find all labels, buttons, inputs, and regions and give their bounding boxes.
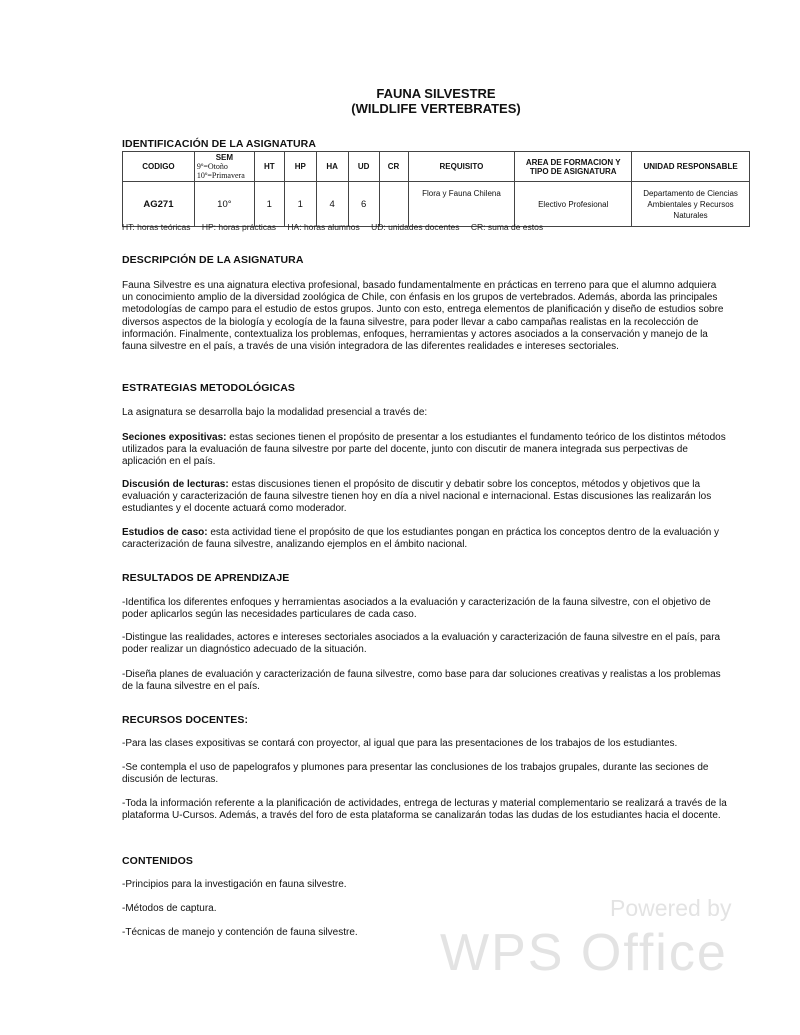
cell-area: Electivo Profesional — [515, 182, 632, 227]
estrategia-text: estas seciones tienen el propósito de presentar a los estudiantes el fundamento teórico de los distintos métodos utilizados para la evaluación de fauna silvestre por parte del docente, junto con discutir de manera integrada sus perpectivas de aplicación en el país. — [122, 432, 726, 468]
legend-ud: UD: unidades docentes — [371, 222, 460, 232]
estrategias-heading: ESTRATEGIAS METODOLÓGICAS — [122, 382, 296, 394]
header-hp: HP — [284, 152, 316, 182]
legend-ht: HT: horas teóricas — [122, 222, 191, 232]
asignatura-table — [122, 151, 750, 227]
header-area: AREA DE FORMACION Y TIPO DE ASIGNATURA — [515, 152, 632, 182]
resultado-item: -Diseña planes de evaluación y caracterización de fauna silvestre, como base para dar soluciones creativas y realistas a los problemas de la fauna silvestre en el país. — [122, 669, 721, 693]
cell-ht: 1 — [254, 182, 284, 227]
table-header-row — [123, 152, 750, 182]
header-ha: HA — [316, 152, 348, 182]
header-ud: UD — [348, 152, 379, 182]
header-cr: CR — [379, 152, 408, 182]
estrategia-item — [122, 479, 728, 516]
cell-requisito: Flora y Fauna Chilena — [408, 182, 515, 227]
header-sem-line2: 10º=Primavera — [196, 171, 245, 180]
cell-ud: 6 — [348, 182, 379, 227]
header-codigo: CODIGO — [123, 152, 195, 182]
header-sem-label: SEM — [215, 153, 234, 162]
header-ht: HT — [254, 152, 284, 182]
resultados-heading: RESULTADOS DE APRENDIZAJE — [122, 572, 290, 584]
cell-unidad: Departamento de Ciencias Ambientales y Recursos Naturales — [632, 182, 750, 227]
legend-ha: HA: horas alumnos — [287, 222, 360, 232]
legend-cr: CR: suma de estos — [470, 222, 544, 232]
resultado-item: -Identifica los diferentes enfoques y herramientas asociados a la evaluación y caracterización de la fauna silvestre, con el objetivo de poder aplicarlos según las necesidades particulares de cada caso. — [122, 597, 711, 621]
recurso-item: -Para las clases expositivas se contará con proyector, al igual que para las presentaciones de los trabajos de los estudiantes. — [122, 738, 678, 749]
identificacion-heading: IDENTIFICACIÓN DE LA ASIGNATURA — [122, 138, 317, 150]
contenido-item: -Métodos de captura. — [122, 903, 217, 914]
legend-hp: HP: horas prácticas — [201, 222, 277, 232]
contenidos-heading: CONTENIDOS — [122, 855, 194, 867]
table-legend — [122, 222, 552, 232]
recursos-heading: RECURSOS DOCENTES: — [122, 714, 249, 726]
header-unidad: UNIDAD RESPONSABLE — [632, 152, 750, 182]
title-line-2: (WILDLIFE VERTEBRATES) — [351, 101, 521, 116]
descripcion-text: Fauna Silvestre es una aignatura electiva profesional, basado fundamentalmente en prácticas en terreno para que el alumno adquiera un conocimiento amplio de la diversidad zoológica de Chile, con énfasis en los grupos de vertebrados. Además, aborda las principales metodologías de campo para el estudio de estos grupos. Junto con esto, entrega elementos de planificación y diseño de estudios sobre diversos aspectos de la biología y ecología de la fauna silvestre, para poder llevar a cabo campañas realistas en la recolección de información. Finalmente, contextualiza los problemas, enfoques, herramientas y actores asociados a la conservación y manejo de la fauna silvestre en el país, a través de una visión integradora de las diferentes realidades e intereses sectoriales. — [122, 280, 724, 353]
contenido-item: -Principios para la investigación en fauna silvestre. — [122, 879, 347, 890]
cell-cr — [379, 182, 408, 227]
contenido-item: -Técnicas de manejo y contención de fauna silvestre. — [122, 927, 358, 938]
watermark-line1: Powered by — [610, 895, 732, 921]
estrategias-intro: La asignatura se desarrolla bajo la modalidad presencial a través de: — [122, 407, 428, 418]
table-row — [123, 182, 750, 227]
estrategia-item — [122, 527, 728, 551]
resultado-item: -Distingue las realidades, actores e intereses sectoriales asociados a la evaluación y caracterización de fauna silvestre en el país, para poder realizar un diagnóstico adecuado de la situación. — [122, 632, 721, 656]
header-sem — [194, 152, 254, 182]
estrategia-label: Estudios de caso: — [122, 527, 208, 538]
cell-codigo: AG271 — [123, 182, 195, 227]
title-line-1: FAUNA SILVESTRE — [376, 86, 496, 101]
cell-ha: 4 — [316, 182, 348, 227]
cell-hp: 1 — [284, 182, 316, 227]
estrategia-text: estas discusiones tienen el propósito de discutir y debatir sobre los conceptos, métodos y objetivos que la evaluación y caracterización de fauna silvestre tienen hoy en día a nivel nacional e internacional. Estas discusiones las realizarán los estudiantes y el docente actuará como moderador. — [122, 479, 712, 515]
recurso-item: -Se contempla el uso de papelografos y plumones para presentar las conclusiones de los trabajos grupales, durante las seciones de discusión de lecturas. — [122, 762, 709, 786]
header-requisito: REQUISITO — [408, 152, 515, 182]
cell-sem: 10° — [194, 182, 254, 227]
watermark-line2: WPS Office — [440, 924, 728, 982]
descripcion-heading: DESCRIPCIÓN DE LA ASIGNATURA — [122, 254, 304, 266]
header-sem-line1: 9º=Otoño — [196, 162, 228, 171]
estrategia-item — [122, 432, 728, 469]
recurso-item: -Toda la información referente a la planificación de actividades, entrega de lecturas y material complementario se realizará a través de la plataforma U-Cursos. Además, a través del foro de esta plataforma se canalizarán todas las dudas de los estudiantes hacia el docente. — [122, 798, 727, 822]
estrategia-label: Discusión de lecturas: — [122, 479, 229, 490]
estrategia-text: esta actividad tiene el propósito de que los estudiantes pongan en práctica los conceptos dentro de la evaluación y caracterización de fauna silvestre, analizando ejemplos en el ámbito nacional. — [122, 527, 720, 551]
estrategia-label: Seciones expositivas: — [122, 432, 227, 443]
